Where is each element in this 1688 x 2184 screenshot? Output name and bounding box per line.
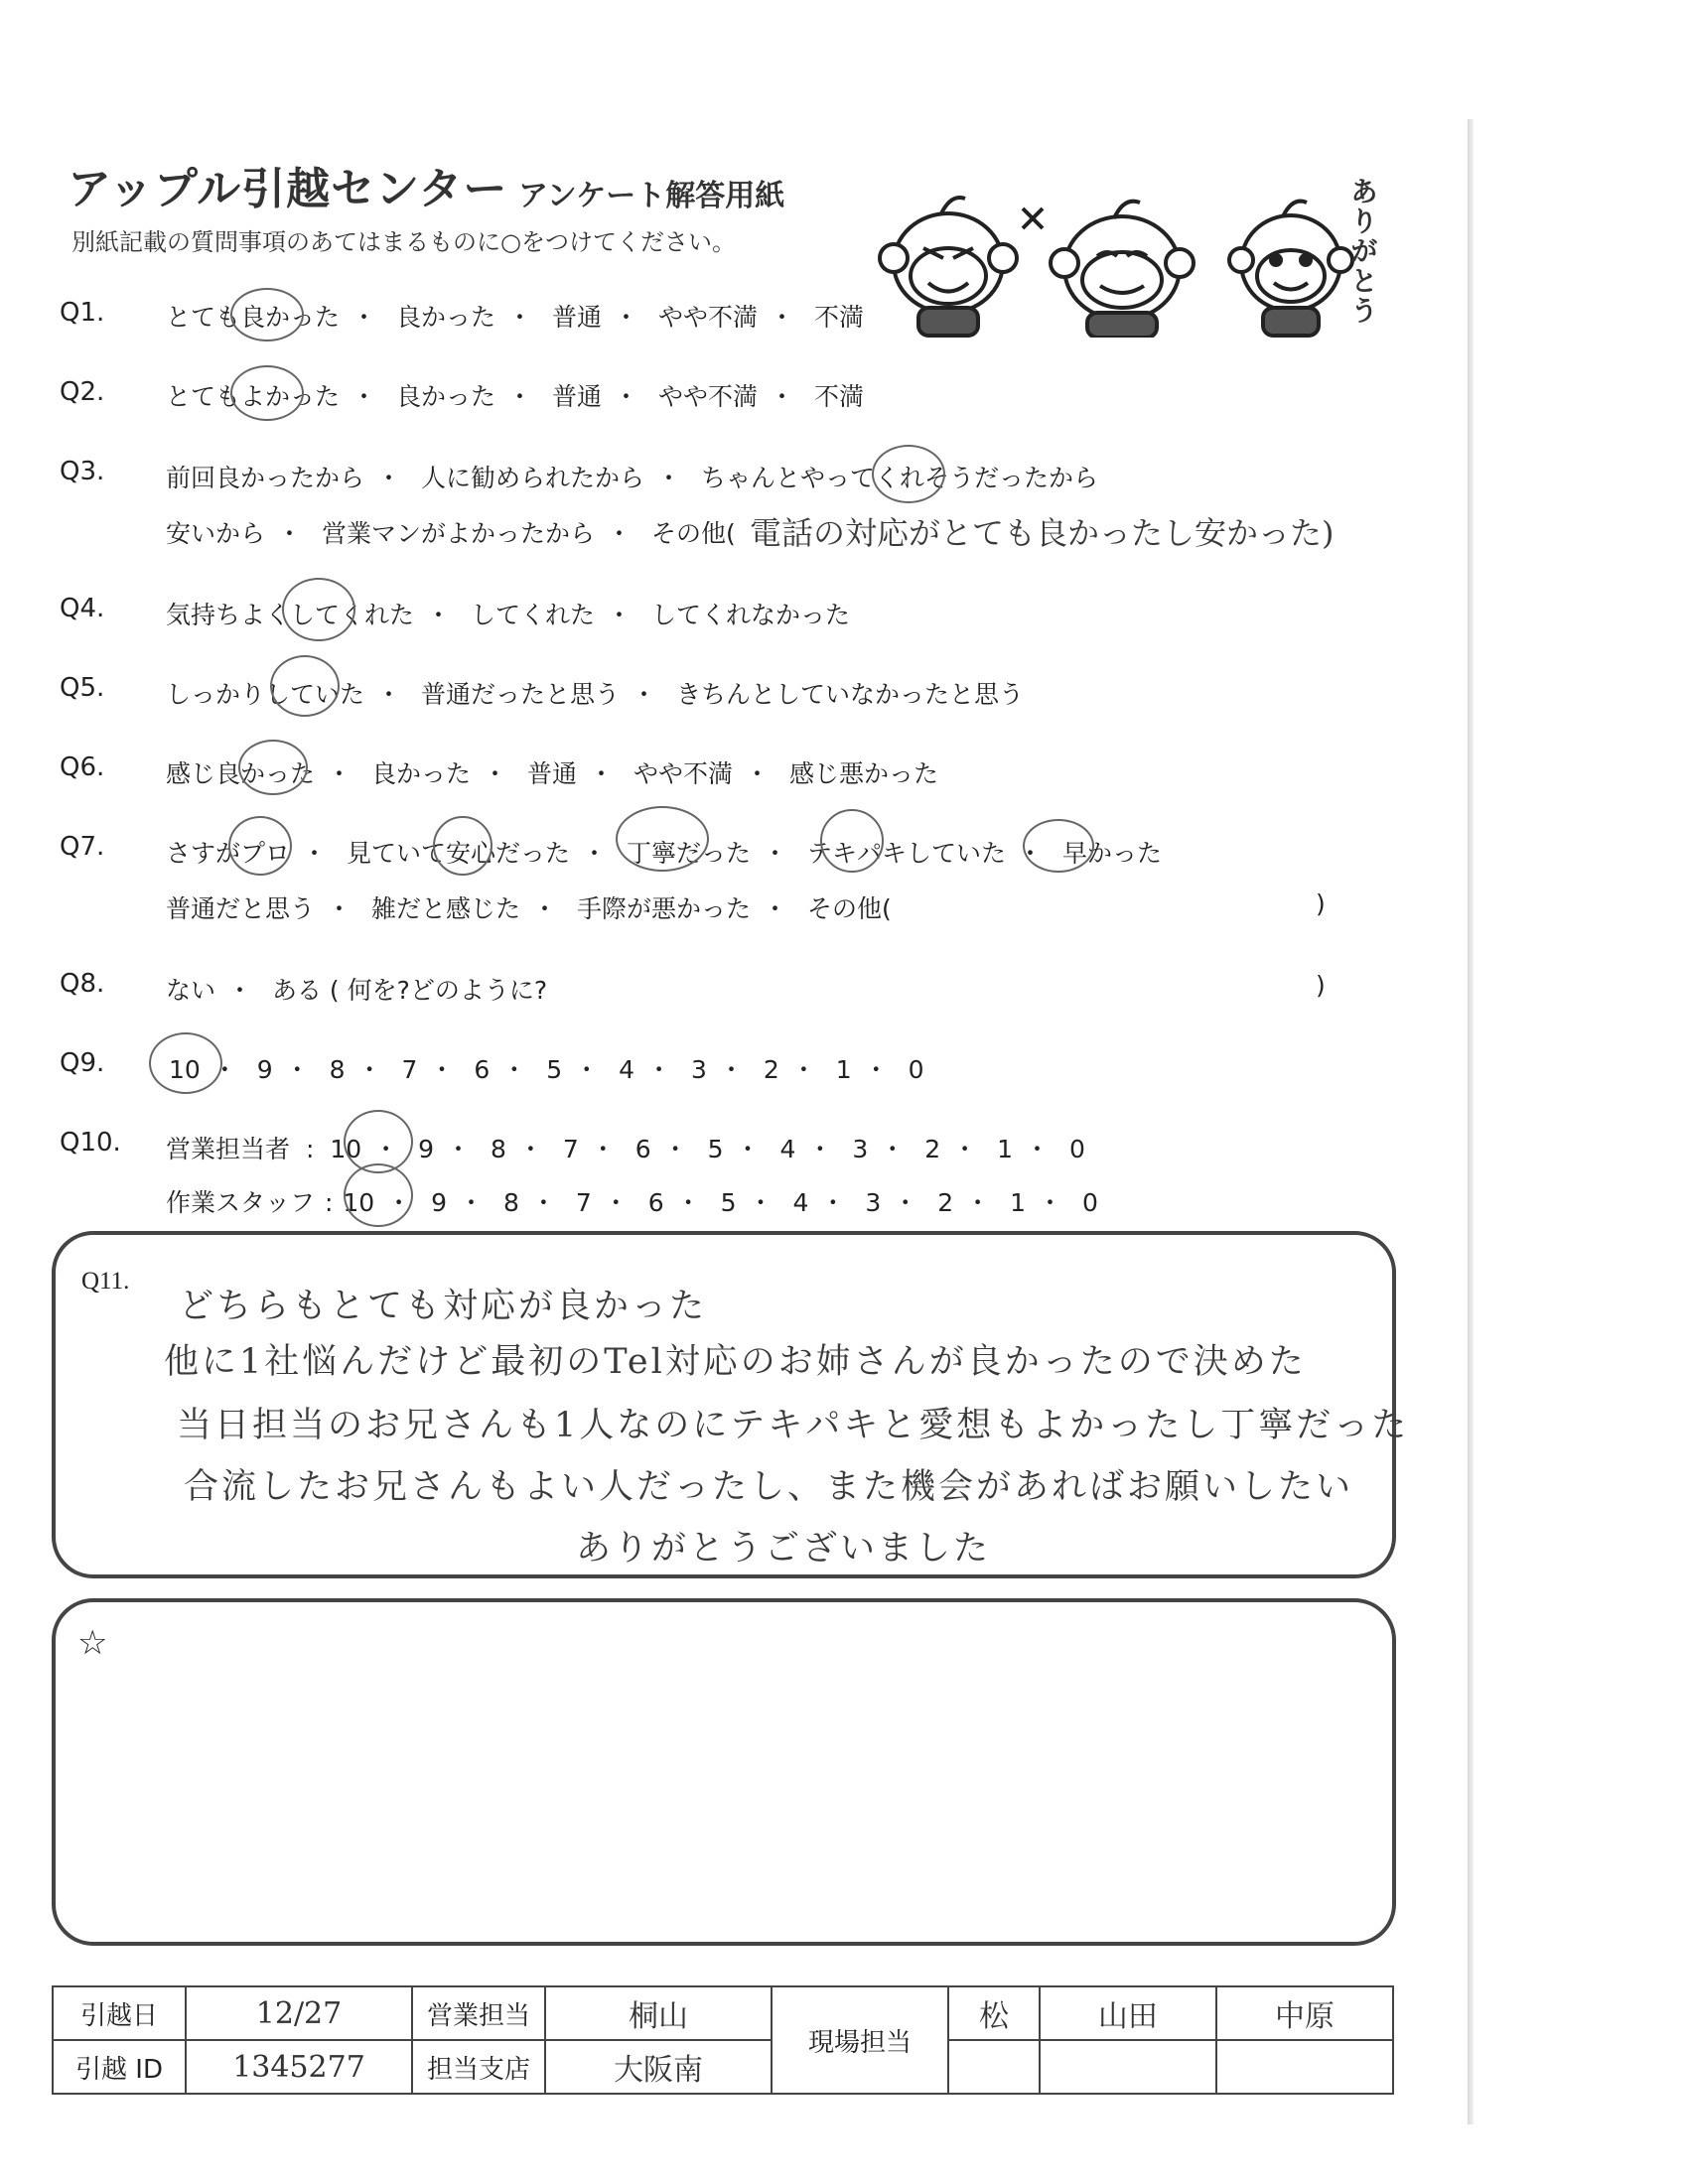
q9-option[interactable]: 4 xyxy=(619,1055,635,1084)
selection-circle xyxy=(228,816,292,876)
q2-option[interactable]: やや不満 xyxy=(657,382,758,411)
q3-option[interactable]: 前回良かったから xyxy=(166,464,365,492)
q10-option[interactable]: 2 xyxy=(937,1188,954,1217)
q10-option[interactable]: 1 xyxy=(997,1135,1014,1163)
q10-option[interactable]: 9 xyxy=(431,1188,448,1217)
move-id-value: 1345277 xyxy=(186,2040,412,2094)
q10-option[interactable]: 8 xyxy=(491,1135,506,1163)
q7-option[interactable]: 手際が悪かった xyxy=(576,894,751,923)
q11-handwritten-line: ありがとうございました xyxy=(576,1529,992,1569)
q7-options-line1: さすがプロ ・ 見ていて安心だった ・ 丁寧だった ・ テキパキしていた ・ 早かった xyxy=(166,839,1162,868)
q10-option[interactable]: 2 xyxy=(924,1135,941,1163)
q10-option[interactable]: 4 xyxy=(792,1188,809,1217)
q11-handwritten-line: 当日担当のお兄さんも1人なのにテキパキと愛想もよかったし丁寧だった xyxy=(177,1406,1410,1445)
q10-row-name: 作業スタッフ xyxy=(166,1188,316,1217)
q10-option[interactable]: 0 xyxy=(1082,1188,1098,1217)
q2-option[interactable]: とてもよかった xyxy=(166,382,341,411)
q6-options: 感じ良かった ・ 良かった ・ 普通 ・ やや不満 ・ 感じ悪かった xyxy=(166,759,938,788)
q5-option[interactable]: 普通だったと思う xyxy=(420,680,620,709)
q9-option[interactable]: 10 xyxy=(169,1055,201,1084)
q8-option[interactable]: ある ( 何を?どのように? xyxy=(271,976,548,1005)
q1-label: Q1. xyxy=(60,298,105,328)
q9-label: Q9. xyxy=(60,1048,105,1078)
move-date-value: 12/27 xyxy=(186,1986,412,2040)
q9-option[interactable]: 6 xyxy=(474,1055,491,1084)
q1-option[interactable]: とても良かった xyxy=(166,303,341,332)
q1-option[interactable]: やや不満 xyxy=(657,303,758,332)
q9-option[interactable]: 9 xyxy=(256,1055,273,1084)
selection-circle xyxy=(1023,819,1094,873)
q1-options: とても良かった ・ 良かった ・ 普通 ・ やや不満 ・ 不満 xyxy=(166,303,864,332)
q10-option[interactable]: 6 xyxy=(647,1188,664,1217)
q5-option[interactable]: しっかりしていた xyxy=(166,680,365,709)
q10-option[interactable]: 4 xyxy=(779,1135,796,1163)
thanks-text: ありがとう xyxy=(1346,177,1379,326)
q10-option[interactable]: 7 xyxy=(562,1135,579,1163)
q1-option[interactable]: 良かった xyxy=(395,303,495,332)
q3-option[interactable]: 人に勧められたから xyxy=(420,464,644,492)
q10-option[interactable]: 5 xyxy=(707,1135,724,1163)
selection-circle xyxy=(270,655,340,717)
q11-label: Q11. xyxy=(81,1268,130,1295)
q7-options-line2: 普通だと思う ・ 雑だと感じた ・ 手際が悪かった ・ その他( xyxy=(166,894,892,923)
q4-options: 気持ちよくしてくれた ・ してくれた ・ してくれなかった xyxy=(166,601,850,629)
q9-option[interactable]: 0 xyxy=(908,1055,924,1084)
q7-option[interactable]: テキパキしていた xyxy=(806,839,1006,868)
q3-other-handwritten: 電話の対応がとても良かったし安かった) xyxy=(750,514,1335,552)
q7-option[interactable]: 丁寧だった xyxy=(626,839,751,868)
monkey-mascot-icon-left xyxy=(880,198,1017,336)
q2-option[interactable]: 不満 xyxy=(813,382,864,411)
q8-option[interactable]: ない xyxy=(166,976,216,1005)
star-icon: ☆ xyxy=(77,1623,108,1663)
q6-option[interactable]: 普通 xyxy=(526,759,577,788)
q5-label: Q5. xyxy=(60,673,105,703)
q3-option[interactable]: ちゃんとやってくれそうだったから xyxy=(700,464,1098,492)
branch-label: 担当支店 xyxy=(412,2040,545,2094)
q4-option[interactable]: 気持ちよくしてくれた xyxy=(166,601,415,629)
q10-option[interactable]: 8 xyxy=(503,1188,519,1217)
site-staff-empty xyxy=(1040,2040,1216,2094)
selection-circle xyxy=(872,445,945,503)
q10-sales-row: 営業担当者 : 10 ・ 9 ・ 8 ・ 7 ・ 6 ・ 5 ・ 4 ・ 3 ・ 2 ・ 1 ・ 0 xyxy=(166,1135,1085,1163)
q9-option[interactable]: 5 xyxy=(546,1055,563,1084)
monkey-mascot-icon xyxy=(874,169,1390,338)
q10-option[interactable]: 1 xyxy=(1010,1188,1027,1217)
selection-circle xyxy=(820,809,884,873)
site-staff-label: 現場担当 xyxy=(772,1986,948,2094)
q10-option[interactable]: 3 xyxy=(865,1188,882,1217)
q8-close-paren: ) xyxy=(1316,971,1326,1000)
form-subtitle: アンケート解答用紙 xyxy=(518,179,785,213)
q2-option[interactable]: 良かった xyxy=(395,382,495,411)
q7-option[interactable]: 見ていて安心だった xyxy=(346,839,570,868)
q10-option[interactable]: 0 xyxy=(1069,1135,1085,1163)
site-staff-3: 中原 xyxy=(1216,1986,1393,2040)
instruction-text: 別紙記載の質問事項のあてはまるものに○をつけてください。 xyxy=(71,228,736,256)
q8-options: ない ・ ある ( 何を?どのように? xyxy=(166,976,548,1005)
q9-option[interactable]: 7 xyxy=(401,1055,418,1084)
selection-circle xyxy=(616,806,709,872)
q6-option[interactable]: やや不満 xyxy=(633,759,733,788)
q6-option[interactable]: 良かった xyxy=(370,759,471,788)
sales-value: 桐山 xyxy=(545,1986,772,2040)
q10-option[interactable]: 6 xyxy=(634,1135,651,1163)
q7-option[interactable]: 普通だと思う xyxy=(166,894,316,923)
monkey-mascot-icon-middle xyxy=(1023,202,1194,338)
q2-options: とてもよかった ・ 良かった ・ 普通 ・ やや不満 ・ 不満 xyxy=(166,382,864,411)
q7-close-paren: ) xyxy=(1316,889,1326,918)
q7-label: Q7. xyxy=(60,832,105,862)
q7-option[interactable]: さすがプロ xyxy=(166,839,291,868)
q5-option[interactable]: きちんとしていなかったと思う xyxy=(675,680,1024,709)
site-staff-empty xyxy=(1216,2040,1393,2094)
q6-label: Q6. xyxy=(60,752,105,782)
q8-label: Q8. xyxy=(60,969,105,999)
star-comment-box[interactable] xyxy=(52,1598,1396,1946)
q6-option[interactable]: 感じ悪かった xyxy=(788,759,938,788)
q11-handwritten-line: 合流したお兄さんもよい人だったし、また機会があればお願いしたい xyxy=(184,1467,1354,1507)
selection-circle xyxy=(230,365,304,421)
q10-staff-row: 作業スタッフ : 10 ・ 9 ・ 8 ・ 7 ・ 6 ・ 5 ・ 4 ・ 3 ・ 2 ・ 1 ・ 0 xyxy=(166,1188,1098,1217)
q5-options: しっかりしていた ・ 普通だったと思う ・ きちんとしていなかったと思う xyxy=(166,680,1024,709)
q4-option[interactable]: してくれた xyxy=(470,601,595,629)
q4-label: Q4. xyxy=(60,594,105,623)
q9-option[interactable]: 2 xyxy=(763,1055,779,1084)
q9-option[interactable]: 3 xyxy=(691,1055,707,1084)
selection-circle xyxy=(149,1032,222,1094)
q2-label: Q2. xyxy=(60,377,105,407)
selection-circle xyxy=(344,1163,413,1227)
q4-option[interactable]: してくれなかった xyxy=(650,601,850,629)
q3-options-line1: 前回良かったから ・ 人に勧められたから ・ ちゃんとやってくれそうだったから xyxy=(166,464,1098,492)
q7-option[interactable]: 雑だと感じた xyxy=(370,894,520,923)
sales-label: 営業担当 xyxy=(412,1986,545,2040)
q1-option[interactable]: 不満 xyxy=(813,303,864,332)
move-date-label: 引越日 xyxy=(53,1986,186,2040)
site-staff-empty xyxy=(948,2040,1040,2094)
q9-scale: 10 ・ 9 ・ 8 ・ 7 ・ 6 ・ 5 ・ 4 ・ 3 ・ 2 ・ 1 ・ 0 xyxy=(169,1055,924,1084)
q1-option[interactable]: 普通 xyxy=(551,303,602,332)
q10-option[interactable]: 9 xyxy=(418,1135,435,1163)
q10-row-sep: : xyxy=(305,1135,315,1163)
selection-circle xyxy=(282,578,355,641)
q7-option-other[interactable]: その他( xyxy=(806,894,892,923)
q3-option[interactable]: 営業マンがよかったから xyxy=(321,519,595,548)
q9-option[interactable]: 1 xyxy=(835,1055,852,1084)
branch-value: 大阪南 xyxy=(545,2040,772,2094)
q10-label: Q10. xyxy=(60,1128,121,1158)
q7-option[interactable]: 早かった xyxy=(1061,839,1162,868)
q11-handwritten-line: 他に1社悩んだけど最初のTel対応のお姉さんが良かったので決めた xyxy=(164,1342,1307,1382)
selection-circle xyxy=(230,288,304,341)
site-staff-2: 山田 xyxy=(1040,1986,1216,2040)
q11-handwritten-line: どちらもとても対応が良かった xyxy=(179,1287,708,1326)
q3-options-line2: 安いから ・ 営業マンがよかったから ・ その他( xyxy=(166,519,736,548)
q2-option[interactable]: 普通 xyxy=(551,382,602,411)
q6-option[interactable]: 感じ良かった xyxy=(166,759,316,788)
q10-option[interactable]: 3 xyxy=(852,1135,869,1163)
q10-row-sep: : xyxy=(324,1188,334,1217)
q10-row-name: 営業担当者 xyxy=(166,1135,291,1163)
selection-circle xyxy=(238,740,308,795)
q3-option[interactable]: 安いから xyxy=(166,519,266,548)
footer-table xyxy=(52,1985,1394,2095)
q10-option[interactable]: 10 xyxy=(330,1135,362,1163)
q3-option-other[interactable]: その他( xyxy=(650,519,736,548)
q9-option[interactable]: 8 xyxy=(329,1055,346,1084)
q10-option[interactable]: 10 xyxy=(343,1188,375,1217)
q10-option[interactable]: 5 xyxy=(720,1188,737,1217)
q10-option[interactable]: 7 xyxy=(575,1188,592,1217)
page-edge xyxy=(1468,119,1474,2124)
company-title: アップル引越センター xyxy=(68,164,508,214)
q3-label: Q3. xyxy=(60,457,105,486)
selection-circle xyxy=(433,816,492,876)
move-id-label: 引越 ID xyxy=(53,2040,186,2094)
monkey-mascot-icon-right xyxy=(1229,202,1352,336)
site-staff-1: 松 xyxy=(948,1986,1040,2040)
